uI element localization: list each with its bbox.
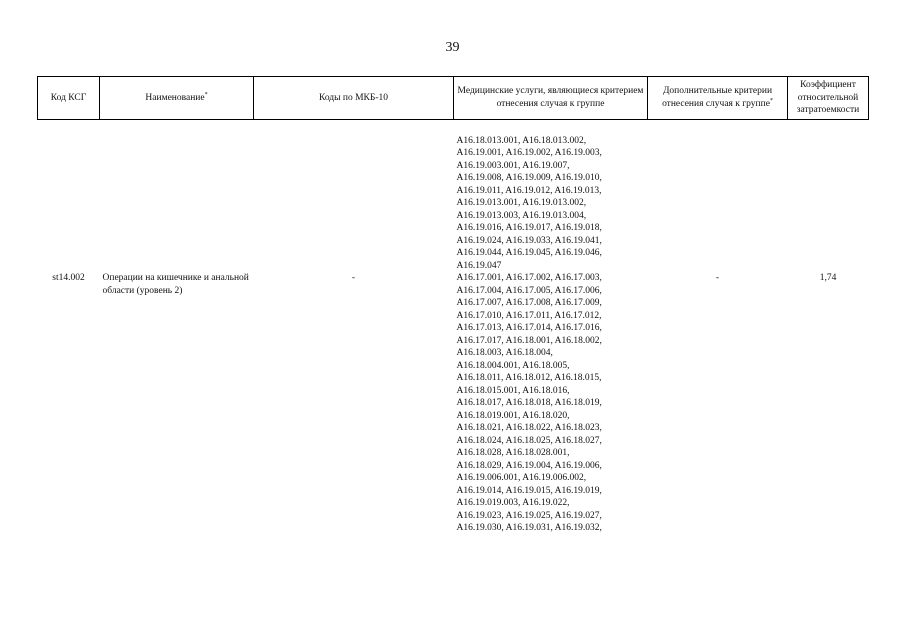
uslugi-line: A16.19.044, A16.19.045, A16.19.046, (456, 248, 602, 258)
ksg-table (37, 76, 869, 535)
uslugi-line: A16.19.047 (456, 260, 502, 271)
uslugi-line: A16.19.023, A16.19.025, A16.19.027, (456, 510, 602, 521)
uslugi-line: A16.19.011, A16.19.012, A16.19.013, (456, 185, 602, 196)
uslugi-line: A16.19.006.001, A16.19.006.002, (456, 473, 587, 483)
uslugi-line: A16.19.024, A16.19.033, A16.19.041, (456, 235, 602, 246)
footnote-mark: * (204, 91, 208, 98)
header-kod: Код КСГ (38, 77, 100, 120)
page-number: 39 (445, 40, 460, 55)
footnote-mark: * (769, 97, 773, 104)
row-uslugi (454, 272, 648, 535)
uslugi-line: A16.17.001, A16.17.002, A16.17.003, (456, 273, 602, 283)
uslugi-line: A16.18.024, A16.18.025, A16.18.027, (456, 435, 602, 446)
uslugi-line: A16.19.030, A16.19.031, A16.19.032, (456, 523, 602, 533)
uslugi-line: A16.18.003, A16.18.004, (456, 348, 553, 358)
header-koef: Коэффициент относительной затратоемкости (788, 77, 869, 120)
continuation-uslugi (454, 135, 648, 273)
table-header-row (38, 77, 869, 120)
table-row (38, 272, 869, 535)
uslugi-line: A16.18.015.001, A16.18.016, (456, 385, 570, 396)
uslugi-line: A16.19.013.001, A16.19.013.002, (456, 198, 587, 208)
row-koef: 1,74 (819, 273, 837, 283)
header-dop: Дополнительные критерии отнесения случая к группе* (648, 77, 788, 120)
header-mkb: Коды по МКБ-10 (254, 77, 454, 120)
uslugi-line: A16.18.017, A16.18.018, A16.18.019, (456, 398, 602, 408)
row-name: Операции на кишечнике и анальной области (уровень 2) (102, 273, 249, 296)
uslugi-line: A16.19.013.003, A16.19.013.004, (456, 210, 587, 221)
uslugi-line: A16.19.016, A16.19.017, A16.19.018, (456, 223, 602, 233)
uslugi-line: A16.18.021, A16.18.022, A16.18.023, (456, 423, 602, 433)
row-kod: st14.002 (52, 273, 85, 283)
uslugi-line: A16.19.019.003, A16.19.022, (456, 498, 570, 508)
header-name: Наименование* (100, 77, 254, 120)
continuation-row (38, 135, 869, 273)
row-mkb: - (351, 273, 356, 283)
uslugi-line: A16.17.004, A16.17.005, A16.17.006, (456, 285, 602, 296)
uslugi-line: A16.19.008, A16.19.009, A16.19.010, (456, 173, 602, 183)
uslugi-line: A16.17.013, A16.17.014, A16.17.016, (456, 323, 602, 333)
header-uslugi: Медицинские услуги, являющиеся критерием отнесения случая к группе (454, 77, 648, 120)
uslugi-line: A16.17.017, A16.18.001, A16.18.002, (456, 335, 602, 346)
uslugi-line: A16.19.003.001, A16.19.007, (456, 160, 570, 171)
uslugi-line: A16.19.001, A16.19.002, A16.19.003, (456, 148, 602, 158)
uslugi-line: A16.18.029, A16.19.004, A16.19.006, (456, 460, 602, 471)
uslugi-line: A16.19.014, A16.19.015, A16.19.019, (456, 485, 602, 496)
uslugi-line: A16.18.028, A16.18.028.001, (456, 448, 570, 458)
uslugi-line: A16.18.013.001, A16.18.013.002, (456, 135, 587, 146)
uslugi-line: A16.17.010, A16.17.011, A16.17.012, (456, 310, 602, 321)
uslugi-line: A16.18.019.001, A16.18.020, (456, 410, 570, 421)
uslugi-line: A16.18.004.001, A16.18.005, (456, 360, 570, 371)
row-dop: - (715, 273, 720, 283)
uslugi-line: A16.18.011, A16.18.012, A16.18.015, (456, 373, 602, 383)
uslugi-line: A16.17.007, A16.17.008, A16.17.009, (456, 298, 602, 308)
